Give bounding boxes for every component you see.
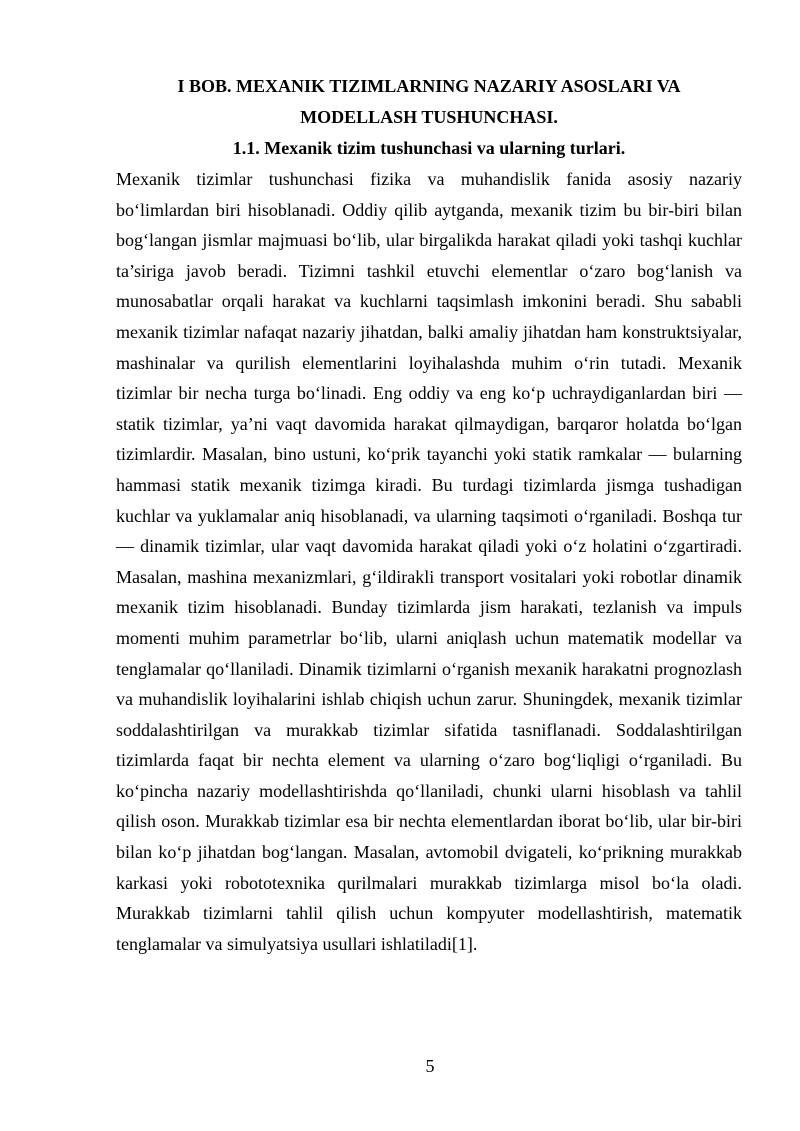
- chapter-title-line-2: MODELLASH TUSHUNCHASI.: [300, 107, 558, 127]
- chapter-title-line-1: I BOB. MEXANIK TIZIMLARNING NAZARIY ASOSLARI VA: [177, 76, 681, 96]
- page-number: 5: [425, 1056, 435, 1076]
- section-title: 1.1. Mexanik tizim tushunchasi va ularning turlari.: [232, 138, 626, 158]
- document-page: [116, 71, 742, 959]
- body-paragraph: Mexanik tizimlar tushunchasi fizika va muhandislik fanida asosiy nazariy bo‘limlardan biri hisoblanadi. Oddiy qilib aytganda, mexanik tizim bu bir-biri bilan bog‘langan jismlar majmuasi bo‘lib, ular birgalikda harakat qiladi yoki tashqi kuchlar ta’siriga javob beradi. Tizimni tashkil etuvchi elementlar o‘zaro bog‘lanish va munosabatlar orqali harakat va kuchlarni taqsimlash imkonini beradi. Shu sababli mexanik tizimlar nafaqat nazariy jihatdan, balki amaliy jihatdan ham konstruktsiyalar, mashinalar va qurilish elementlarini loyihalashda muhim o‘rin tutadi. Mexanik tizimlar bir necha turga bo‘linadi. Eng oddiy va eng ko‘p uchraydiganlardan biri — statik tizimlar, ya’ni vaqt davomida harakat qilmaydigan, barqaror holatda bo‘lgan tizimlardir. Masalan, bino ustuni, ko‘prik tayanchi yoki statik ramkalar — bularning hammasi statik mexanik tizimga kiradi. Bu turdagi tizimlarda jismga tushadigan kuchlar va yuklamalar aniq hisoblanadi, va ularning taqsimoti o‘rganiladi. Boshqa tur — dinamik tizimlar, ular vaqt davomida harakat qiladi yoki o‘z holatini o‘zgartiradi. Masalan, mashina mexanizmlari, g‘ildirakli transport vositalari yoki robotlar dinamik mexanik tizim hisoblanadi. Bunday tizimlarda jism harakati, tezlanish va impuls momenti muhim parametrlar bo‘lib, ularni aniqlash uchun matematik modellar va tenglamalar qo‘llaniladi. Dinamik tizimlarni o‘rganish mexanik harakatni prognozlash va muhandislik loyihalarini ishlab chiqish uchun zarur. Shuningdek, mexanik tizimlar soddalashtirilgan va murakkab tizimlar sifatida tasniflanadi. Soddalashtirilgan tizimlarda faqat bir nechta element va ularning o‘zaro bog‘liqligi o‘rganiladi. Bu ko‘pincha nazariy modellashtirishda qo‘llaniladi, chunki ularni hisoblash va tahlil qilish oson. Murakkab tizimlar esa bir nechta elementlardan iborat bo‘lib, ular bir-biri bilan ko‘p jihatdan bog‘langan. Masalan, avtomobil dvigateli, ko‘prikning murakkab karkasi yoki robototexnika qurilmalari murakkab tizimlarga misol bo‘la oladi. Murakkab tizimlarni tahlil qilish uchun kompyuter modellashtirish, matematik tenglamalar va simulyatsiya usullari ishlatiladi[1].: [116, 169, 742, 954]
